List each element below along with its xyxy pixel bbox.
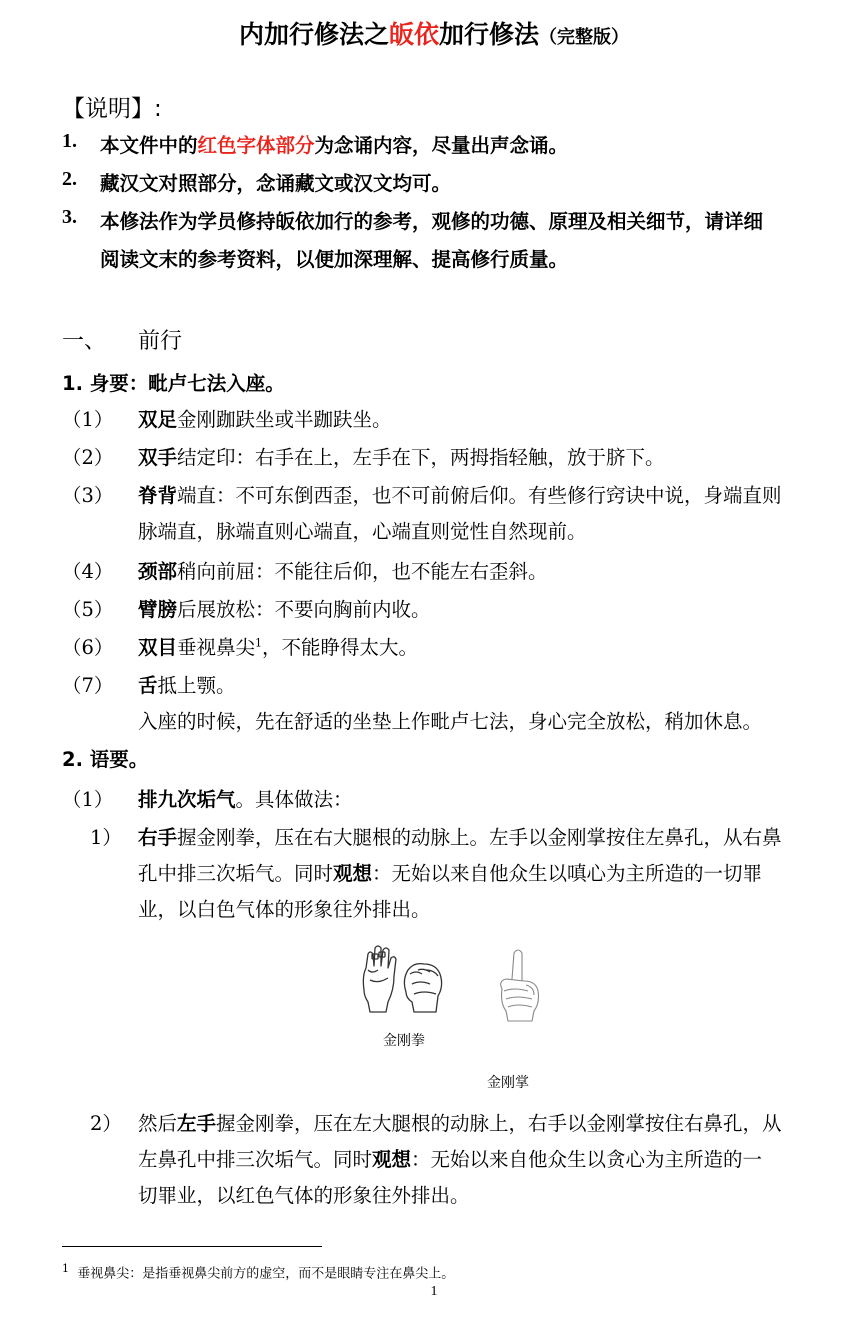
list-item-text: 结定印：右手在上，左手在下，两拇指轻触，放于脐下。 (177, 446, 665, 469)
list-item-text: 后展放松：不要向胸前内收。 (177, 598, 431, 621)
sub-item-keyword: 观想 (372, 1148, 412, 1171)
list-item-number: （3） (62, 484, 114, 507)
section-number: 一、 (62, 329, 107, 354)
sub-item-text: ：无始以来自他众生以贪心为主所造的一 (411, 1148, 763, 1171)
list-item-keyword: 脊背 (138, 484, 178, 507)
title-edition: （完整版） (539, 27, 630, 48)
note-text: 藏汉文对照部分，念诵藏文或汉文均可。 (100, 172, 452, 195)
list-item-number: （2） (62, 446, 114, 469)
sub-item-line (138, 822, 782, 850)
list-item-keyword: 双手 (138, 446, 178, 469)
sub-item-line: 业，以白色气体的形象往外排出。 (138, 898, 431, 921)
note-number: 1. (62, 130, 77, 152)
list-item-number: （7） (62, 674, 114, 697)
footnote-separator (62, 1246, 322, 1247)
list-item-text: 垂视鼻尖 (177, 636, 256, 659)
footnote-ref[interactable]: 1 (255, 636, 263, 650)
list-item-continuation: 脉端直，脉端直则心端直，心端直则觉性自然现前。 (138, 520, 587, 543)
note-text (100, 130, 568, 158)
title-part: 加行修法 (439, 20, 540, 49)
note-text-part: 为念诵内容，尽量出声念诵。 (314, 134, 569, 157)
list-item-keyword: 臂膀 (138, 598, 178, 621)
sub-item-line (138, 858, 762, 886)
figure-caption-fist: 金刚拳 (383, 1033, 425, 1049)
list-item-keyword: 排九次垢气 (138, 788, 236, 811)
list-item (138, 670, 236, 698)
footnote (62, 1262, 454, 1281)
list-item-number: （4） (62, 560, 114, 583)
footnote-text: 垂视鼻尖：是指垂视鼻尖前方的虚空，而不是眼睛专注在鼻尖上。 (77, 1266, 455, 1282)
note-red-text: 红色字体部分 (197, 134, 315, 157)
sub-item-keyword: 右手 (138, 826, 178, 849)
title-part: 内加行修法之 (238, 20, 389, 49)
list-item-keyword: 颈部 (138, 560, 178, 583)
closing-paragraph: 入座的时候，先在舒适的坐垫上作毗卢七法，身心完全放松，稍加休息。 (138, 710, 763, 733)
section-title: 前行 (138, 329, 183, 354)
list-item (138, 594, 431, 622)
note-number: 3. (62, 206, 77, 228)
list-item-number: （1） (62, 408, 114, 431)
list-item-text: 稍向前屈：不能往后仰，也不能左右歪斜。 (177, 560, 548, 583)
list-item-text: 端直：不可东倒西歪，也不可前俯后仰。有些修行窍诀中说，身端直则 (177, 484, 782, 507)
sub-item-text: 握金刚拳，压在左大腿根的动脉上，右手以金刚掌按住右鼻孔，从 (216, 1112, 782, 1135)
note-text: 本修法作为学员修持皈依加行的参考，观修的功德、原理及相关细节，请详细 (100, 210, 764, 233)
list-item-number: （6） (62, 636, 114, 659)
list-item (138, 404, 392, 432)
notes-heading: 【说明】: (62, 96, 162, 122)
subsection-heading: 1. 身要：毗卢七法入座。 (62, 372, 285, 395)
list-item-number: （5） (62, 598, 114, 621)
list-item (138, 556, 548, 584)
sub-item-number: 2） (90, 1112, 122, 1135)
list-item-keyword: 舌 (138, 674, 158, 697)
sub-item-text: ：无始以来自他众生以嗔心为主所造的一切罪 (372, 862, 763, 885)
document-title (0, 18, 868, 55)
list-item-number: （1） (62, 788, 114, 811)
sub-item-line (138, 1144, 762, 1172)
list-item-text: 。具体做法： (235, 788, 353, 811)
list-item-text: 抵上颚。 (157, 674, 236, 697)
figure-caption-palm: 金刚掌 (487, 1075, 529, 1091)
sub-item-keyword: 观想 (333, 862, 373, 885)
footnote-mark: 1 (62, 1262, 69, 1275)
sub-item-text: 然后 (138, 1112, 178, 1135)
list-item (138, 784, 353, 812)
sub-item-text: 握金刚拳，压在右大腿根的动脉上。左手以金刚掌按住左鼻孔，从右鼻 (177, 826, 782, 849)
sub-item-line: 切罪业，以红色气体的形象往外排出。 (138, 1184, 470, 1207)
sub-item-keyword: 左手 (177, 1112, 217, 1135)
list-item (138, 480, 782, 508)
sub-item-line (138, 1108, 782, 1136)
title-highlight: 皈依 (388, 20, 439, 49)
list-item (138, 442, 665, 470)
sub-item-text: 左鼻孔中排三次垢气。同时 (138, 1148, 373, 1171)
page-number: 1 (430, 1284, 438, 1299)
vajra-fist-illustration (358, 940, 448, 1020)
sub-item-number: 1） (90, 826, 122, 849)
list-item-text: 金刚跏趺坐或半跏趺坐。 (177, 408, 392, 431)
subsection-heading: 2. 语要。 (62, 748, 149, 771)
list-item-text: ，不能睁得太大。 (262, 636, 419, 659)
list-item (138, 632, 418, 660)
list-item-keyword: 双目 (138, 636, 178, 659)
list-item-keyword: 双足 (138, 408, 178, 431)
sub-item-text: 孔中排三次垢气。同时 (138, 862, 334, 885)
vajra-palm-illustration (488, 945, 548, 1025)
note-number: 2. (62, 168, 77, 190)
note-text-part: 本文件中的 (100, 134, 198, 157)
note-text: 阅读文末的参考资料，以便加深理解、提高修行质量。 (100, 248, 569, 271)
